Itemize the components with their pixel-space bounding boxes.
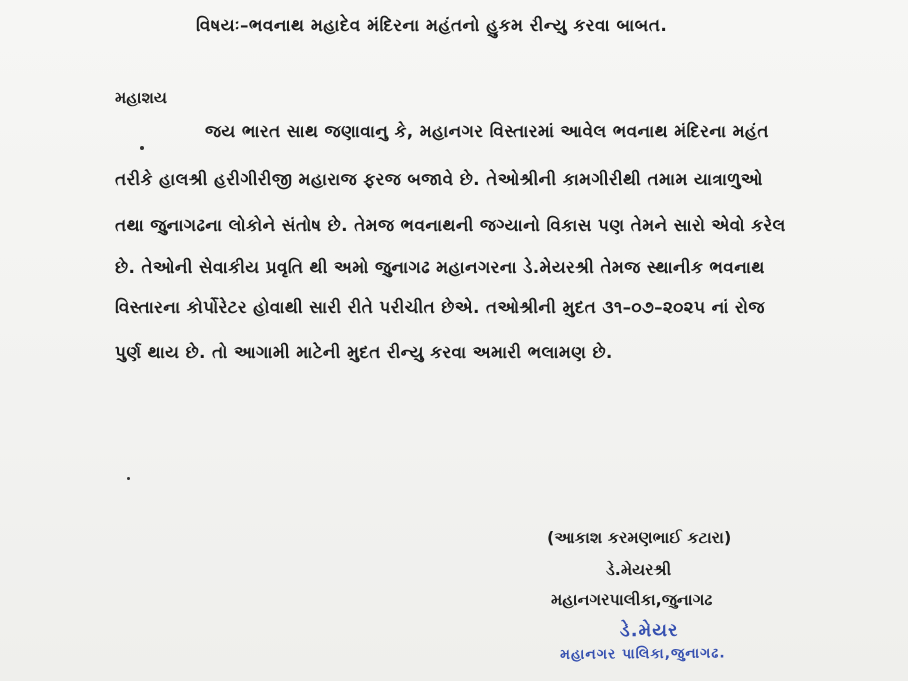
letter-body-line: વિસ્તારના કોર્પોરેટર હોવાથી સારી રીતે પરીચીત છેએ. તઓશ્રીની મુદત ૩૧–૦૭–૨૦૨૫ નાં રોજ <box>115 298 765 318</box>
stamp-title: ડે.મેયર <box>619 619 679 642</box>
letter-body-line: તરીકે હાલશ્રી હરીગીરીજી મહારાજ ફરજ બજાવે છે. તેઓશ્રીની કામગીરીથી તમામ યાત્રાળુઓ <box>115 170 763 190</box>
letter-body-line: તથા જુનાગઢના લોકોને સંતોષ છે. તેમજ ભવનાથની જગ્યાનો વિકાસ પણ તેમને સારો એવો કરેલ <box>115 216 786 236</box>
signatory-name: (આકાશ કરમણભાઈ કટારા) <box>547 528 732 547</box>
official-stamp <box>558 619 768 671</box>
stray-mark <box>140 146 144 150</box>
stray-mark <box>127 477 130 480</box>
letter-body-line: પુર્ણ થાય છે. તો આગામી માટેની મુદત રીન્યુ કરવા અમારી ભલામણ છે. <box>115 343 613 363</box>
letter-body-line: છે. તેઓની સેવાકીય પ્રવૃતિ થી અમો જુનાગઢ મહાનગરના ડે.મેયરશ્રી તેમજ સ્થાનીક ભવનાથ <box>115 258 765 278</box>
signatory-title: ડે.મેયરશ્રી <box>606 560 672 579</box>
letter-body-line: જય ભારત સાથ જણાવાનુ કે, મહાનગર વિસ્તારમાં આવેલ ભવનાથ મંદિરના મહંત <box>205 122 769 142</box>
signatory-organization: મહાનગરપાલીકા,જુનાગઢ <box>551 590 713 609</box>
letter-salutation: મહાશય <box>115 88 168 107</box>
stamp-organization: મહાનગર પાલિકા,જુનાગઢ. <box>560 645 726 663</box>
letter-subject: વિષયઃ–ભવનાથ મહાદેવ મંદિરના મહંતનો હુકમ રીન્યુ કરવા બાબત. <box>196 16 668 36</box>
